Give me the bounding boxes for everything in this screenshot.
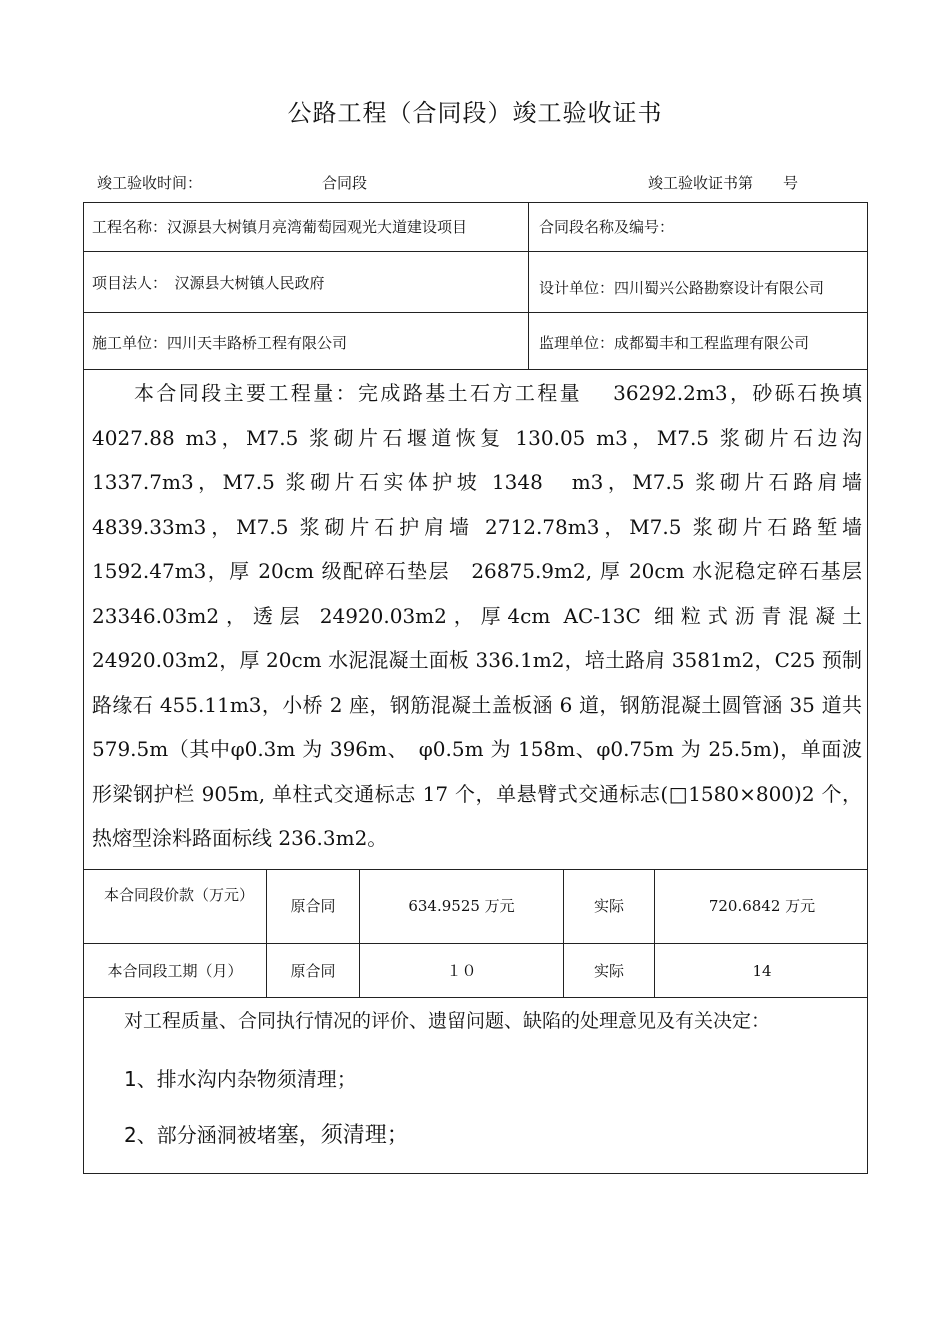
price-actual-value: 720.6842 万元 [708, 897, 816, 915]
period-original-label: 原合同 [290, 962, 336, 980]
construction-unit: 施工单位：四川天丰路桥工程有限公司 [92, 334, 348, 352]
price-actual-label: 实际 [593, 897, 624, 915]
design-unit: 设计单位：四川蜀兴公路勘察设计有限公司 [539, 279, 825, 297]
legal-person: 项目法人： 汉源县大树镇人民政府 [92, 274, 325, 292]
section-name-number: 合同段名称及编号： [539, 218, 675, 236]
certificate-number-label: 竣工验收证书第 号 [648, 174, 799, 192]
document-title: 公路工程（合同段）竣工验收证书 [287, 99, 663, 127]
period-actual-value: 14 [752, 962, 772, 980]
main-quantities-text: 本合同段主要工程量：完成路基土石方工程量 36292.2m3，砂砾石换填4027.88 m3，M7.5 浆砌片石堰道恢复 130.05 m3，M7.5 浆砌片石边沟 1337.7m3，M7.5 浆砌片石实体护坡 1348 m3，M7.5 浆砌片石路肩墙 4839.33m3，M7.5 浆砌片石护肩墙 2712.78m3，M7.5 浆砌片石路堑墙 1592.47m3，厚 20cm 级配碎石垫层 26875.9m2, 厚 20cm 水泥稳定碎石基层 23346.03m2，透层 24920.03m2，厚4cm AC-13C 细粒式沥青混凝土 24920.03m2，厚 20cm 水泥混凝土面板 336.1m2，培土路肩 3581m2，C25 预制路缘石 455.11m3，小桥 2 座，钢筋混凝土盖板涵 6 道，钢筋混凝土圆管涵 35 道共 579.5m（其中φ0.3m 为 396m、 φ0.5m 为 158m、φ0.75m 为 25.5m)，单面波形梁钢护栏 905m, 单柱式交通标志 17 个，单悬臂式交通标志(□1580×800)2 个，热熔型涂料路面标线 236.3m2。 [92, 381, 862, 850]
evaluation-heading: 对工程质量、合同执行情况的评价、遗留问题、缺陷的处理意见及有关决定： [124, 1010, 771, 1032]
main-quantities-section [92, 371, 862, 861]
evaluation-item-2-part-1: 2、部分涵洞被堵 [124, 1123, 277, 1147]
project-name: 工程名称：汉源县大树镇月亮湾葡萄园观光大道建设项目 [92, 218, 468, 236]
price-original-label: 原合同 [290, 897, 336, 915]
certificate-table [83, 202, 868, 1174]
period-label: 本合同段工期（月） [107, 962, 243, 980]
section-label: 合同段 [322, 174, 368, 192]
period-actual-label: 实际 [593, 962, 624, 980]
evaluation-item-2-part-2: 塞，须清理； [276, 1123, 409, 1148]
supervision-unit: 监理单位：成都蜀丰和工程监理有限公司 [539, 334, 810, 352]
price-original-value: 634.9525 万元 [408, 897, 515, 915]
evaluation-item-1: 1、排水沟内杂物须清理； [124, 1067, 357, 1091]
period-original-value: １０ [446, 962, 477, 980]
completion-time-label: 竣工验收时间： [97, 174, 203, 192]
evaluation-item-2 [124, 1118, 409, 1149]
price-label: 本合同段价款（万元） [104, 886, 255, 904]
